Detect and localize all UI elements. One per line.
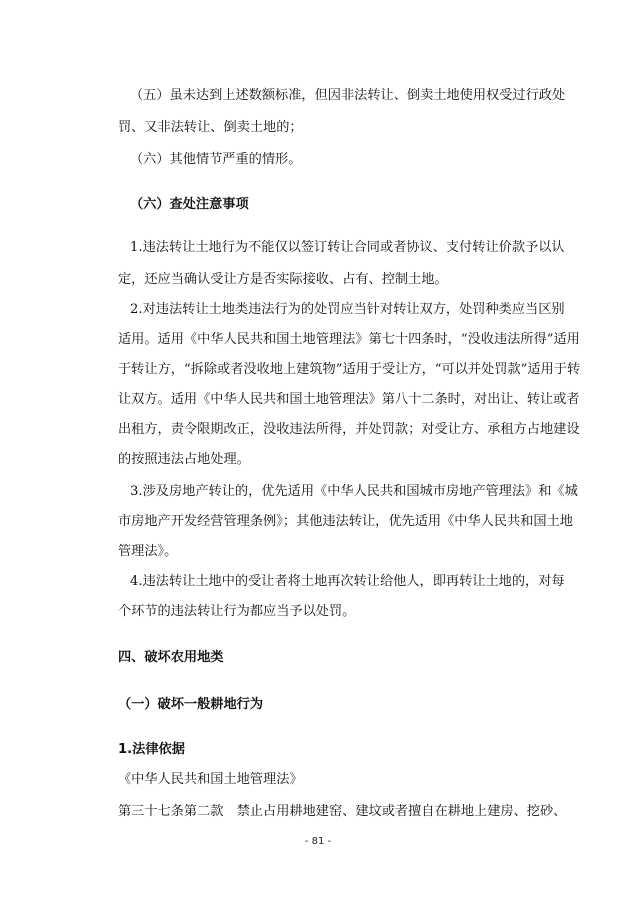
law-title: 《中华人民共和国土地管理法》: [118, 772, 303, 787]
paragraph-line: 罚、又非法转让、倒卖土地的；: [118, 120, 303, 135]
paragraph-line: 市房地产开发经营管理条例》；其他违法转让，优先适用《中华人民共和国土地: [118, 514, 573, 529]
paragraph-line: 1.违法转让土地行为不能仅以签订转让合同或者协议、支付转让价款予以认: [130, 240, 565, 255]
paragraph-line: 个环节的违法转让行为都应当予以处罚。: [118, 604, 356, 619]
paragraph-line: 定，还应当确认受让方是否实际接收、占有、控制土地。: [118, 272, 448, 287]
section-heading: （一）破坏一般耕地行为: [118, 697, 264, 712]
paragraph-line: （六）其他情节严重的情形。: [130, 152, 302, 167]
chapter-heading: 四、破坏农用地类: [118, 650, 224, 665]
paragraph-line: 于转让方，“拆除或者没收地上建筑物”适用于受让方，“可以并处罚款”适用于转: [118, 362, 581, 377]
paragraph-line: 出租方，责令限期改正，没收违法所得，并处罚款；对受让方、承租方占地建设: [118, 422, 580, 437]
paragraph-line: （五）虽未达到上述数额标准，但因非法转让、倒卖土地使用权受过行政处: [130, 88, 566, 103]
paragraph-line: 4.违法转让土地中的受让者将土地再次转让给他人，即再转让土地的，对每: [130, 574, 565, 589]
paragraph-line: 2.对违法转让土地类违法行为的处罚应当针对转让双方，处罚种类应当区别: [130, 302, 565, 317]
paragraph-line: 让双方。适用《中华人民共和国土地管理法》第八十二条时，对出让、转让或者: [118, 392, 580, 407]
paragraph-line: 适用。适用《中华人民共和国土地管理法》第七十四条时，“没收违法所得”适用: [118, 332, 580, 347]
page-number: - 81 -: [304, 836, 332, 847]
subsection-heading: 1.法律依据: [118, 742, 185, 757]
article-line: 第三十七条第二款 禁止占用耕地建窑、建坟或者擅自在耕地上建房、挖砂、: [118, 804, 567, 819]
paragraph-line: 的按照违法占地处理。: [118, 452, 250, 467]
paragraph-line: 3.涉及房地产转让的，优先适用《中华人民共和国城市房地产管理法》和《城: [130, 484, 578, 499]
section-heading: （六）查处注意事项: [130, 197, 249, 212]
paragraph-line: 管理法》。: [118, 544, 178, 559]
